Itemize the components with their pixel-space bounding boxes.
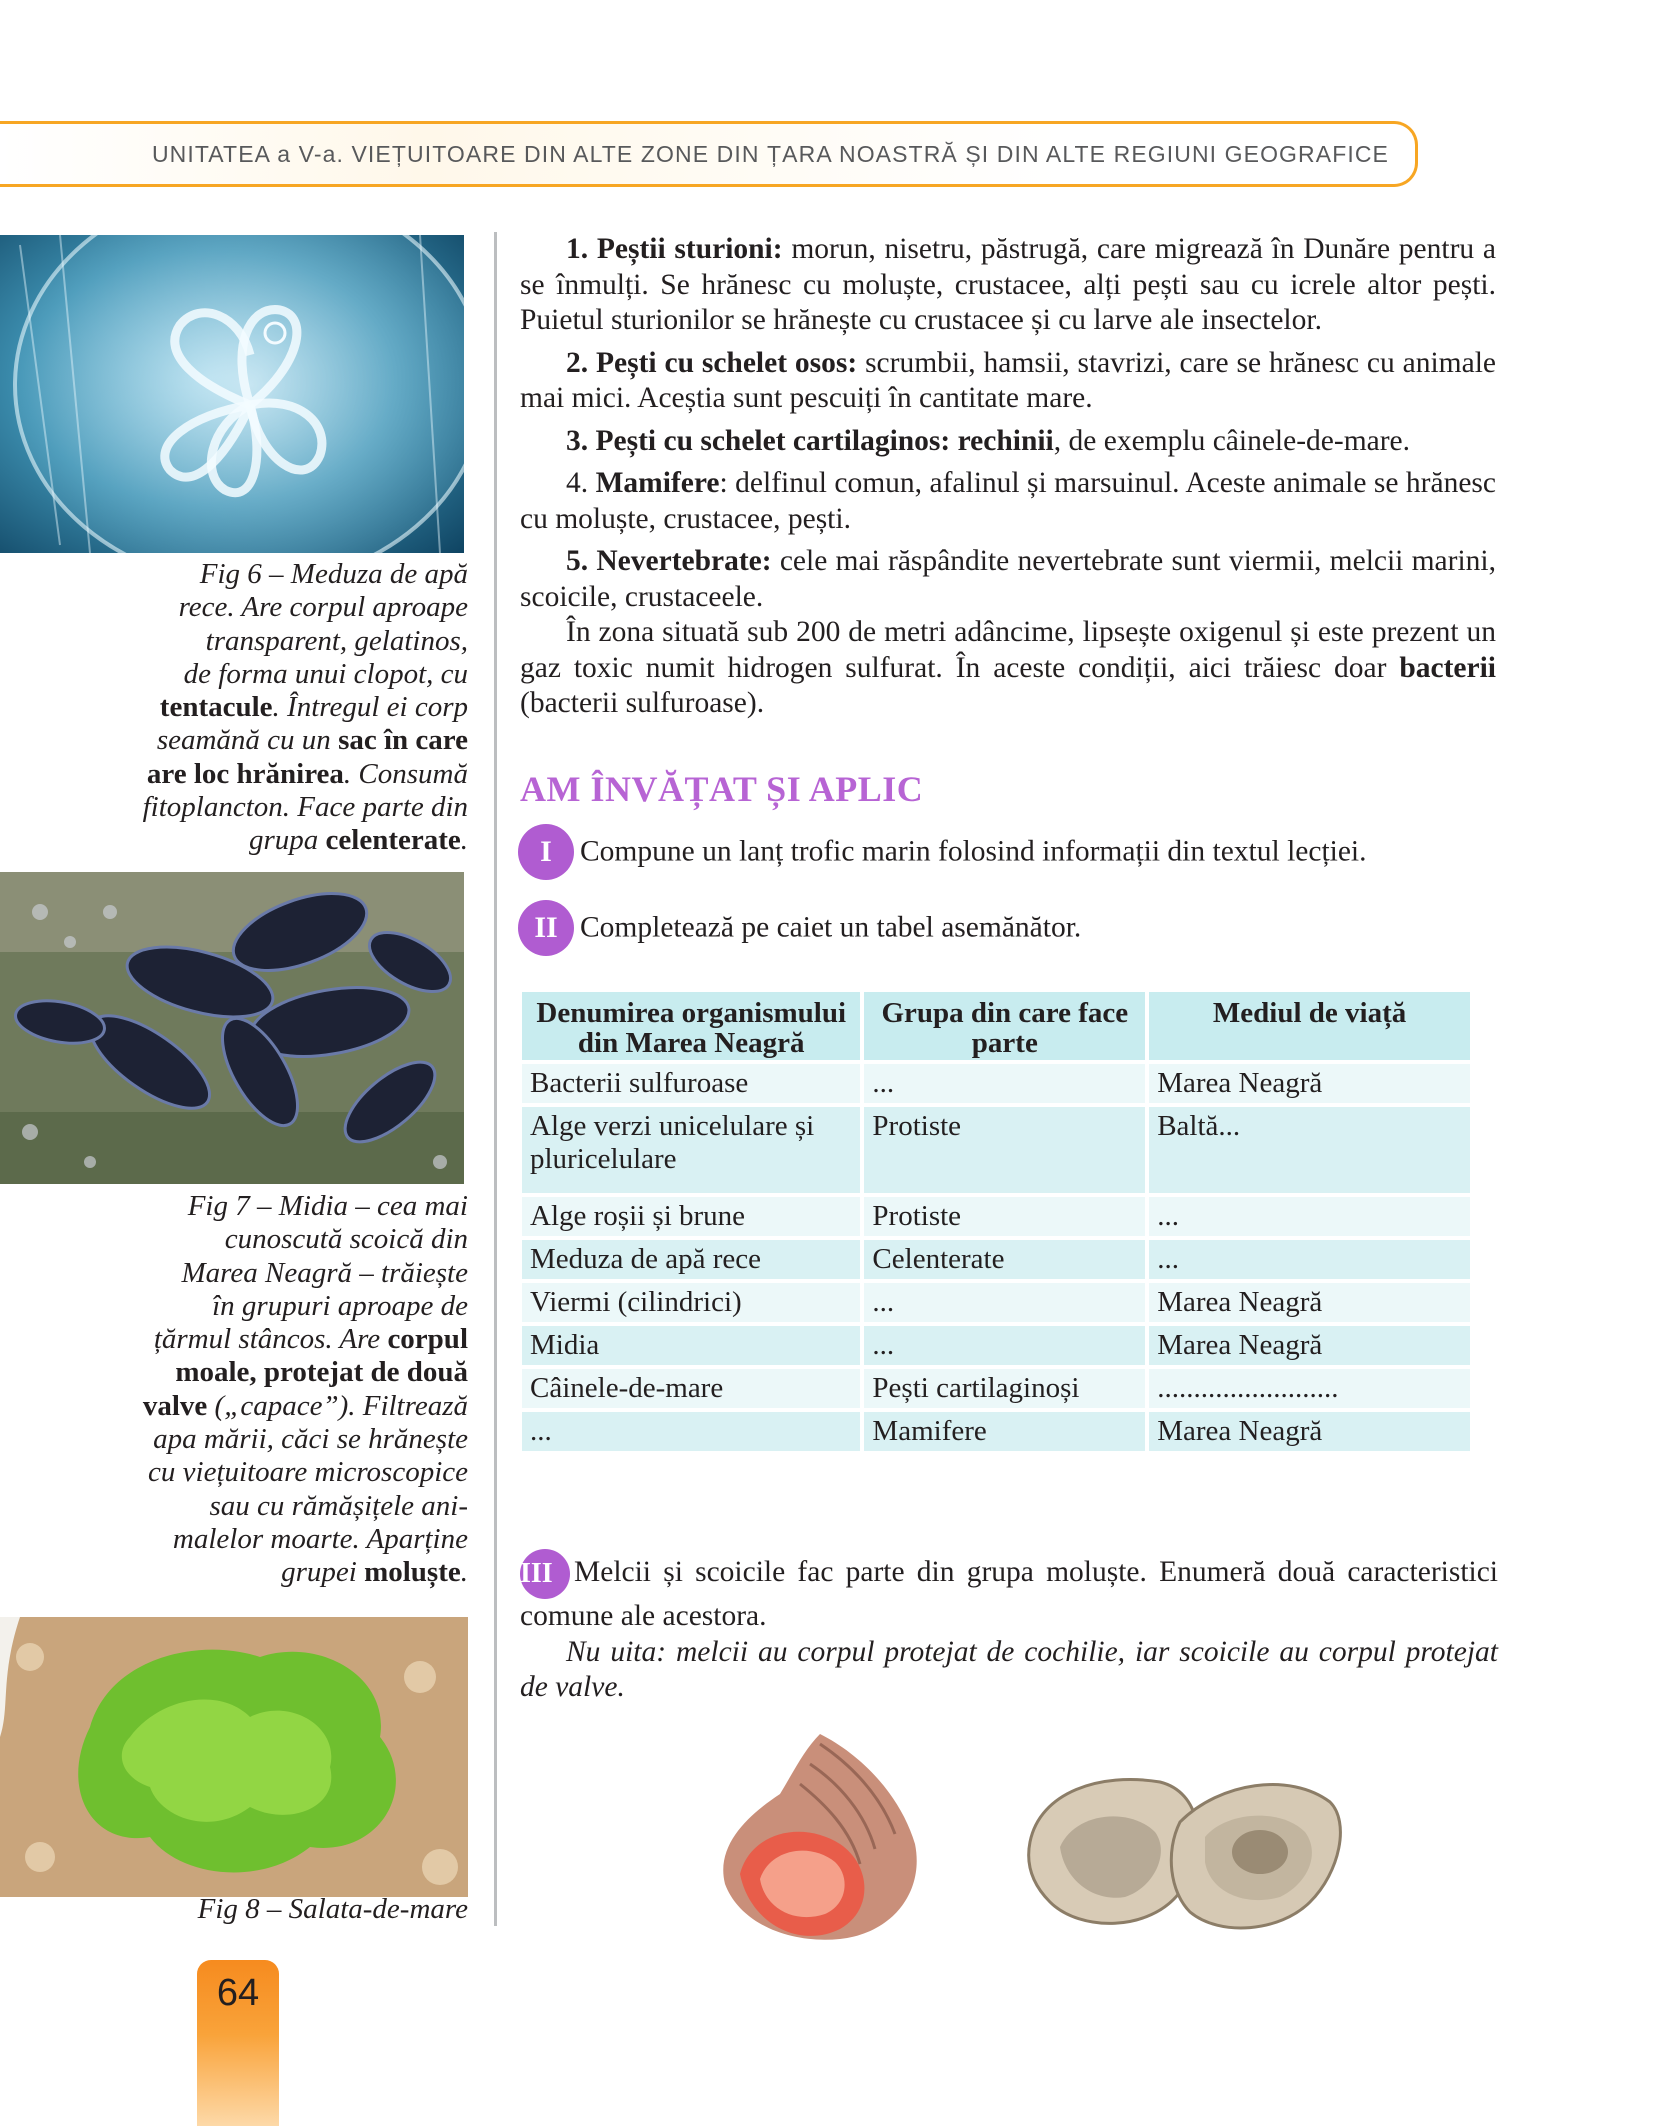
table-row: Bacterii sulfuroase ... Marea Neagră (522, 1064, 1470, 1103)
mussels-illustration (0, 872, 464, 1184)
task-2-badge: II (518, 900, 574, 956)
unit-header-title: UNITATEA a V-a. VIEȚUITOARE DIN ALTE ZONE DIN ȚARA NOASTRĂ ȘI DIN ALTE REGIUNI GEOGRAFICE (151, 141, 1389, 167)
fig8-caption: Fig 8 – Salata-de-mare (197, 1893, 468, 1925)
column-divider (494, 232, 497, 1926)
organisms-table (518, 988, 1474, 1455)
task-1 (518, 824, 1367, 880)
task-3 (520, 1549, 1498, 1713)
unit-header (0, 121, 1418, 187)
table-row: Viermi (cilindrici) ... Marea Neagră (522, 1283, 1470, 1322)
table-header-habitat: Mediul de viață (1149, 992, 1470, 1060)
table-header-organism: Denumirea organismului din Marea Neagră (522, 992, 860, 1060)
task-1-badge: I (518, 824, 574, 880)
paragraph-cartilaginous-fish: 3. Pești cu schelet cartilaginos: rechinii, de exemplu câinele-de-mare. (566, 424, 1411, 457)
mussels-photo (0, 872, 464, 1184)
fig6-caption: Fig 6 – Meduza de apă rece. Are corpul aproape transparent, gelatinos, de forma unui clopot, cu tentacule. Întregul ei corp seamănă cu un sac în care are loc hrănirea. Consumă fitoplancton. Face parte din grupa celenterate. (142, 558, 468, 857)
paragraph-mammals: 4. Mamifere: delfinul comun, afalinul și marsuinul. Aceste animale se hrănesc cu moluște, crustacee, pești. (520, 467, 1496, 535)
section-title: AM ÎNVĂȚAT ȘI APLIC (520, 769, 924, 809)
fig7-caption: Fig 7 – Midia – cea mai cunoscută scoică din Marea Neagră – trăiește în grupuri aproape de țărmul stâncos. Are corpul moale, protejat de două valve („capace”). Filtrează apa mării, căci se hrănește cu viețuitoare microscopice sau cu rămășițele ani- malelor moarte. Aparține grupei moluște. (142, 1190, 468, 1589)
task-2 (518, 900, 1081, 956)
sea-snail-shell (700, 1724, 940, 1954)
task-3-note: Nu uita: melcii au corpul protejat de cochilie, iar scoicile au corpul protejat de valve. (520, 1635, 1498, 1703)
task-2-text: Completează pe caiet un tabel asemănător. (580, 911, 1082, 944)
task-3-badge: III (520, 1549, 570, 1599)
paragraph-invertebrates: 5. Nevertebrate: cele mai răspândite nevertebrate sunt viermii, melcii marini, scoicile, crustaceele. (520, 545, 1496, 613)
paragraph-bony-fish: 2. Pești cu schelet osos: scrumbii, hamsii, stavrizi, care se hrănesc cu animale mai mici. Aceștia sunt pescuiți în cantitate mare. (520, 346, 1496, 414)
sea-lettuce-photo (0, 1617, 468, 1897)
oyster-shells (1020, 1752, 1350, 1952)
table-row: Meduza de apă rece Celenterate ... (522, 1240, 1470, 1279)
table-row: Alge roșii și brune Protiste ... (522, 1197, 1470, 1236)
jellyfish-illustration (0, 235, 464, 553)
sea-snail-shell-illustration (700, 1724, 940, 1954)
table-row: Câinele-de-mare Pești cartilaginoși ......................... (522, 1369, 1470, 1408)
oyster-shells-illustration (1020, 1752, 1350, 1952)
table-row: Alge verzi unicelulare și pluricelulare Protiste Baltă... (522, 1107, 1470, 1193)
page-number: 64 (216, 1972, 260, 2014)
page-number-tab (197, 1960, 279, 2126)
table-row: Midia ... Marea Neagră (522, 1326, 1470, 1365)
task-3-text: Melcii și scoicile fac parte din grupa moluște. Enumeră două caracteristici comune ale acestora. (520, 1555, 1498, 1632)
lesson-text (520, 232, 1496, 729)
paragraph-sturgeons: 1. Peștii sturioni: morun, nisetru, păstrugă, care migrează în Dunăre pentru a se înmulți. Se hrănesc cu moluște, crustacee, alți pești sau cu icrele altor pești. Puietul sturionilor se hrănește cu crustacee și cu larve ale insectelor. (520, 233, 1496, 336)
paragraph-deep-zone: În zona situată sub 200 de metri adâncime, lipsește oxigenul și este prezent un gaz toxic numit hidrogen sulfurat. În aceste condiții, aici trăiesc doar bacterii (bacterii sulfuroase). (520, 616, 1496, 719)
table-header-group: Grupa din care face parte (864, 992, 1145, 1060)
sea-lettuce-illustration (0, 1617, 468, 1897)
task-1-text: Compune un lanț trofic marin folosind informații din textul lecției. (580, 835, 1367, 868)
table-row: ... Mamifere Marea Neagră (522, 1412, 1470, 1451)
jellyfish-photo (0, 235, 464, 553)
